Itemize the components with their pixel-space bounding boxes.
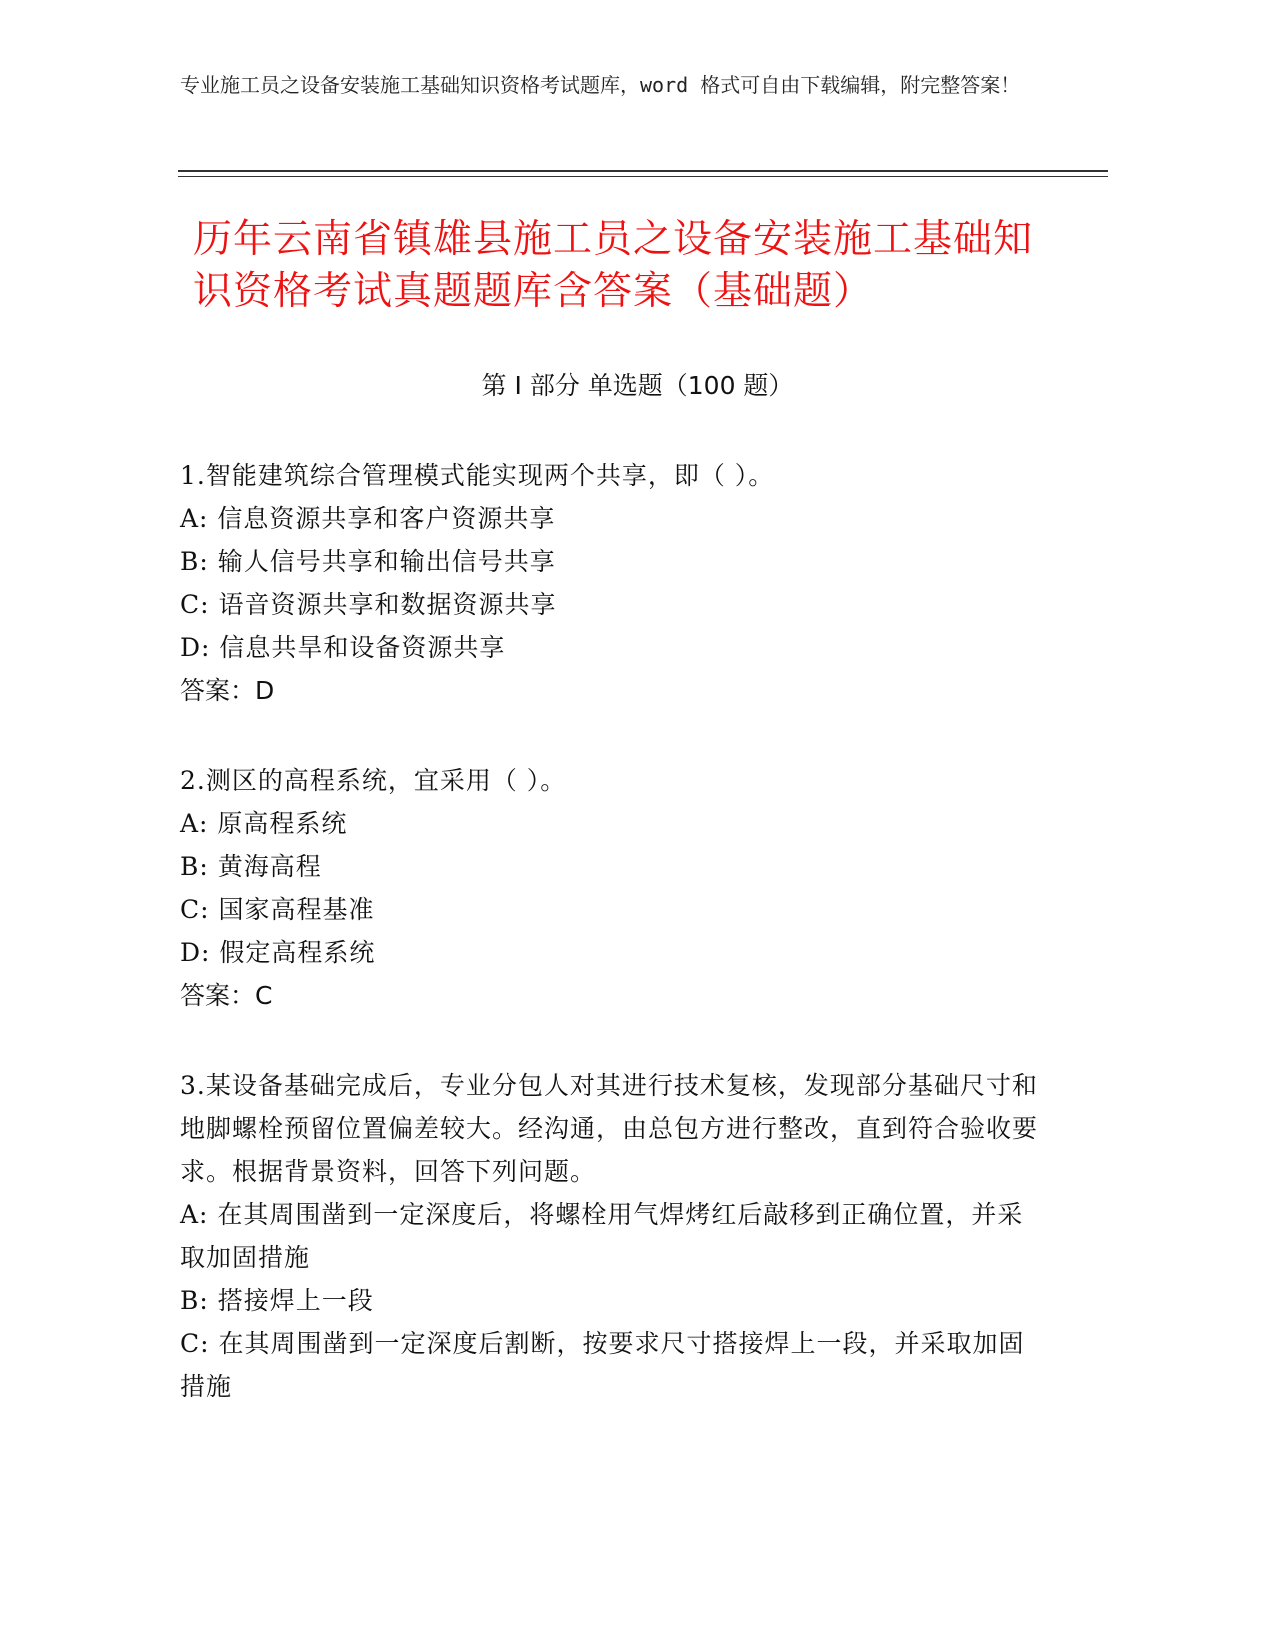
option-b: B: 搭接焊上一段: [180, 1286, 374, 1315]
question-stem: 3.某设备基础完成后，专业分包人对其进行技术复核，发现部分基础尺寸和地脚螺栓预留位置偏差较大。经沟通，由总包方进行整改，直到符合验收要求。根据背景资料，回答下列问题。: [180, 1071, 1039, 1186]
option-a: A: 信息资源共享和客户资源共享: [180, 504, 556, 533]
question-2: [180, 759, 1040, 1017]
option-c: C: 国家高程基准: [180, 895, 375, 924]
answer: 答案：D: [180, 676, 275, 705]
option-d: D: 假定高程系统: [180, 938, 376, 967]
question-1: [180, 454, 1040, 712]
option-c: C: 语音资源共享和数据资源共享: [180, 590, 557, 619]
option-a: A: 原高程系统: [180, 809, 348, 838]
option-a: A: 在其周围凿到一定深度后，将螺栓用气焊烤红后敲移到正确位置，并采取加固措施: [180, 1200, 1024, 1272]
header-divider-thick: [178, 170, 1108, 172]
option-d: D: 信息共旱和设备资源共享: [180, 633, 506, 662]
option-b: B: 输人信号共享和输出信号共享: [180, 547, 556, 576]
header-divider-thin: [178, 176, 1108, 177]
question-stem: 1.智能建筑综合管理模式能实现两个共享，即（ ）。: [180, 461, 775, 490]
answer: 答案：C: [180, 981, 273, 1010]
section-heading: 第 I 部分 单选题（100 题）: [481, 371, 794, 400]
header-note: 专业施工员之设备安装施工基础知识资格考试题库，word 格式可自由下载编辑，附完整答案！: [180, 73, 1021, 97]
document-title: 历年云南省镇雄县施工员之设备安装施工基础知识资格考试真题题库含答案（基础题）: [193, 217, 1034, 314]
option-c: C: 在其周围凿到一定深度后割断，按要求尺寸搭接焊上一段，并采取加固措施: [180, 1329, 1025, 1401]
option-b: B: 黄海高程: [180, 852, 322, 881]
question-stem: 2.测区的高程系统，宜采用（ ）。: [180, 766, 567, 795]
question-3: [180, 1064, 1040, 1408]
